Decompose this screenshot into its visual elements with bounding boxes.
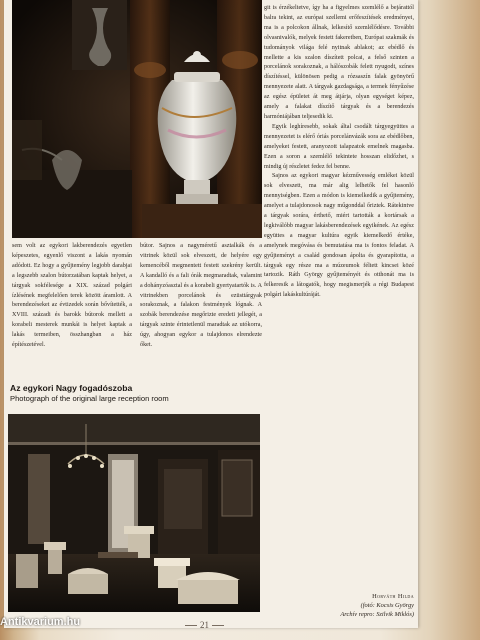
article-text-left-column — [12, 242, 132, 351]
photo-reception-room — [8, 414, 260, 612]
caption-english: Photograph of the original large reception room — [10, 394, 169, 403]
author-name: Horváth Hilda — [372, 593, 414, 600]
paragraph: Sajnos az egykori magyar kézművesség emlékei közül sok elveszett, ma már alig lelhetők fel hasonló mennyiségben. Ezen a módon is kiemelkedik a gyűjtemény, amelyet a tulajdonosok nagy műgonddal őriztek. Rátekintve a tárgyak sorára, érthető, miért tartották a kortársak a legkiválóbb magyar lakásberendezések egyikének. Az egész együttes a magyar kultúra egyik kiemelkedő értéke, amelynek megóvása és bemutatása ma is fontos feladat. A gyűjteményt a család gondosan ápolta és gyarapította, a tárgyak egy része ma a múzeumok féltett kincsei közé tartozik. Ráth György gyűjteményét és otthonát ma is felkeresik a látogatók, hogy megismerjék a régi Budapest polgári lakáskultúráját. — [264, 173, 414, 299]
photo-credit-line: (fotó: Kocsis György — [360, 602, 414, 609]
repro-credit-line: Archív repro: Szilvik Miklós) — [340, 611, 414, 618]
author-credits — [292, 592, 414, 619]
vase-photo-illustration — [12, 0, 262, 238]
paragraph: Egyik leghíresebb, sokak által csodált tárgyegyüttes a mennyezetet is elérő óriás porcelánvázák sora az ebédlőben, amelyeket festett, aranyozott talapzatok emelnek magasba. Ezen a soron a szemlélő tekintete hosszan elidőzhet, s mindig új részletet fedez fel benne. — [264, 123, 414, 170]
photo-ornate-vase-interior — [12, 0, 262, 238]
paragraph: sem volt az egykori lakberendezés egyetlen képeszetes, egyenlő viszont a lakás nyomán adódott. Ez hogy a gyűjtemény legjobb darabjai a legszebb szalon bútorzatában kaptak helyet, a tárgyak sokfélesége a XIX. század polgári ízlésének megfelelően terek között áramlott. A berendezéseket az évtizedek során bővítették, a XVIII. századi és barokk bútorok mellett a korabeli mesterek munkái is helyet kaptak a lakás termeiben, összhangban a ház építészetével. — [12, 243, 132, 349]
article-text-right-column — [264, 4, 414, 301]
reception-room-illustration — [8, 414, 260, 612]
paragraph: git is érzékeltetve, így ha a figyelmes szemlélő a bejárattól balra tekint, az európai szellemi erőfeszítések eredményei, ma is a polcokon állnak, lelkesítő szemlélődésre. További olvasnivalók, melyek festett fakeretben, Európai szakmák és tudományok világa felé nyitnak ablakot; az ebédlő és mellette a kis szalon díszített polcai, a felső szinten a porcelánok sorakoznak, a hálószobák felett nyugodt, színes díszítéssel, különösen pedig a rózsaszín falak gyönyörű mennyezete alatt. A tárgyak gazdagsága, a termek fényűzése az egész épületet át meg átjárja, olyan egységet képez, amely a falakat díszítő tárgyak és a berendezés harmóniájában teljesedik ki. — [264, 5, 414, 120]
magazine-page — [4, 0, 418, 628]
paragraph: bútor. Sajnos a nagyméretű asztalkák és a vitrinek közül sok elveszett, de helyére egy kemencéből megmentett festett szekrény került. A kandalló és a fali órák megmaradtak, valamint a dohányzóasztal és a korabeli gyertyatartók is. A vitrinekben porcelánok és ezüsttárgyak sorakoznak, a falakon festmények lógnak. A szobák berendezése megőrizte eredeti jellegét, a tárgyak szinte érintetlenül maradtak az utókorra, úgy, ahogyan egykor a tulajdonos elrendezte őket. — [140, 243, 262, 349]
caption-hungarian: Az egykori Nagy fogadószoba — [10, 383, 133, 393]
photo-caption — [10, 383, 260, 404]
page-number: 21 — [182, 620, 227, 630]
watermark-logo: Antikvarium.hu — [0, 616, 81, 628]
article-text-middle-column — [140, 242, 262, 351]
photo-credit — [292, 601, 414, 619]
